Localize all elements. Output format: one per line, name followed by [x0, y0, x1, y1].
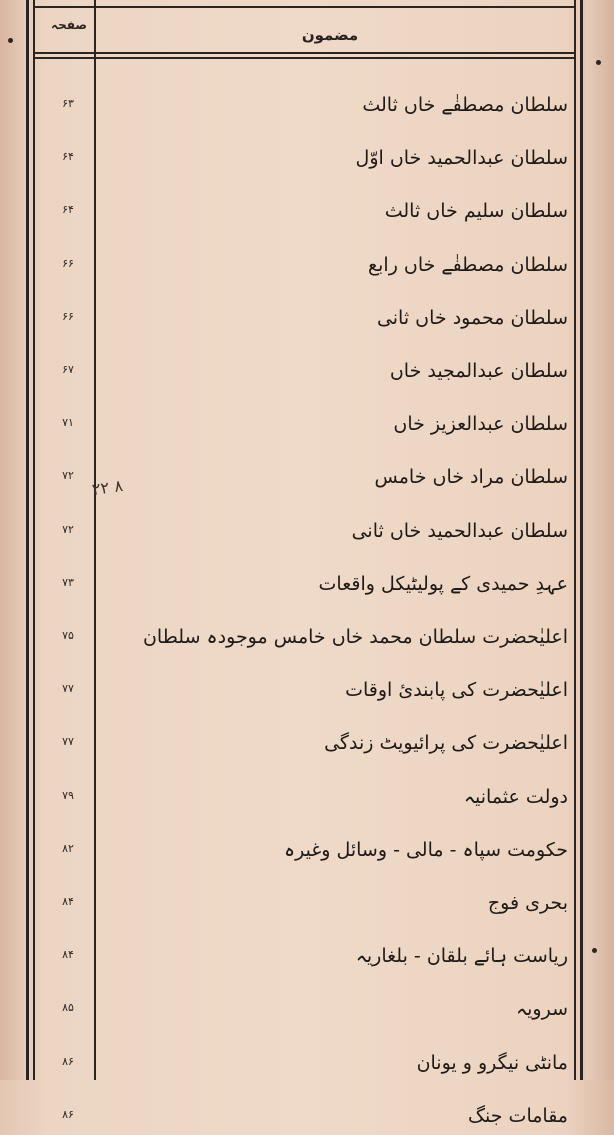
- contents-entry: [62, 866, 568, 922]
- entry-page-number: ۷۳: [62, 575, 74, 589]
- entry-page-number: ۶۴: [62, 150, 74, 164]
- entry-page-number: ۸۲: [62, 841, 74, 855]
- binding-hole-mark: [8, 38, 13, 43]
- outer-left-border: [26, 0, 29, 1080]
- contents-entry: [62, 760, 568, 816]
- entry-page-number: ۸۴: [62, 895, 74, 908]
- entry-page-number: ۸۴: [62, 948, 74, 962]
- contents-entry: [62, 174, 568, 230]
- contents-entry: [62, 334, 568, 390]
- entry-page-number: ۷۵: [62, 629, 74, 642]
- entry-page-number: ۶۶: [62, 309, 74, 323]
- contents-entry: [62, 281, 568, 337]
- binding-hole-mark: [592, 948, 597, 953]
- entry-page-number: ۷۱: [62, 416, 74, 430]
- column-divider: [94, 0, 96, 1080]
- entry-page-number: ۸۵: [62, 1001, 74, 1015]
- entry-page-number: ۷۷: [62, 735, 74, 749]
- contents-entry: [62, 121, 568, 177]
- entry-title: سلطان عبدالمجید خاں: [389, 360, 568, 382]
- contents-entry: [62, 653, 568, 709]
- contents-entry: [62, 547, 568, 603]
- contents-entry: [62, 1026, 568, 1082]
- entry-title: بحری فوج: [487, 892, 568, 914]
- header-bottom-rule-double: [35, 57, 575, 59]
- entry-title: سلطان سلیم خاں ثالث: [384, 200, 568, 223]
- inner-right-border: [574, 0, 576, 1080]
- entry-title: عہدِ حمیدی کے پولیٹیکل واقعات: [318, 572, 568, 595]
- contents-entry: [62, 228, 568, 284]
- entry-title: اعلیٰحضرت کی پابندیٔ اوقات: [345, 679, 568, 702]
- page-right-edge: [586, 0, 614, 1080]
- contents-entry: [62, 813, 568, 869]
- contents-entry: [62, 387, 568, 443]
- entry-title: سلطان عبدالحمید خاں ثانی: [351, 519, 568, 542]
- entry-page-number: ۷۹: [62, 788, 74, 802]
- entry-page-number: ۸۶: [62, 1107, 74, 1121]
- page-left-edge: [0, 0, 24, 1080]
- entry-title: سلطان مصطفٰے خاں ثالث: [362, 94, 568, 116]
- entry-page-number: ۷۲: [62, 522, 74, 536]
- contents-entry: [62, 494, 568, 550]
- entry-page-number: ۶۷: [62, 363, 74, 376]
- contents-entry: [62, 706, 568, 762]
- page-column-header: صفحہ: [51, 18, 87, 32]
- entry-title: سلطان محمود خاں ثانی: [376, 306, 568, 329]
- entry-page-number: ۶۳: [62, 97, 74, 110]
- header-bottom-rule: [35, 52, 575, 54]
- entry-title: دولت عثمانیہ: [463, 785, 568, 808]
- entry-title: اعلیٰحضرت کی پرائیویٹ زندگی: [324, 732, 568, 755]
- entry-title: ریاست ہائے بلقان - بلغاریہ: [355, 945, 568, 968]
- entry-page-number: ۷۲: [62, 469, 74, 483]
- entry-title: سلطان عبدالحمید خاں اوّل: [355, 147, 568, 170]
- contents-entry: [62, 1079, 568, 1135]
- contents-entry: [62, 68, 568, 124]
- entry-title: مانٹی نیگرو و یونان: [416, 1051, 568, 1074]
- entry-title: سلطان مصطفٰے خاں رابع: [368, 253, 568, 276]
- inner-left-border: [33, 0, 35, 1080]
- contents-entry: [62, 919, 568, 975]
- contents-entry: [62, 972, 568, 1028]
- entry-title: مقامات جنگ: [468, 1104, 568, 1127]
- entry-title: سرویہ: [516, 998, 568, 1021]
- entry-page-number: ۶۶: [62, 256, 74, 270]
- entry-title: سلطان مراد خاں خامس: [374, 466, 568, 489]
- entry-page-number: ۷۷: [62, 682, 74, 696]
- contents-entry: [62, 600, 568, 656]
- binding-hole-mark: [596, 60, 601, 65]
- entry-page-number: ۸۶: [62, 1054, 74, 1068]
- entry-title: سلطان عبدالعزیز خاں: [393, 413, 568, 436]
- outer-right-border: [580, 0, 583, 1080]
- subject-column-header: مضمون: [301, 26, 359, 44]
- header-top-rule: [35, 6, 575, 8]
- entry-page-number: ۶۴: [62, 203, 74, 217]
- handwritten-stray-mark: ۸ ۲۲: [90, 475, 125, 500]
- entry-title: حکومت سپاہ - مالی - وسائل وغیرہ: [283, 838, 568, 861]
- entry-title: اعلیٰحضرت سلطان محمد خاں خامس موجودہ سلطان: [142, 626, 568, 648]
- contents-entry: [62, 440, 568, 496]
